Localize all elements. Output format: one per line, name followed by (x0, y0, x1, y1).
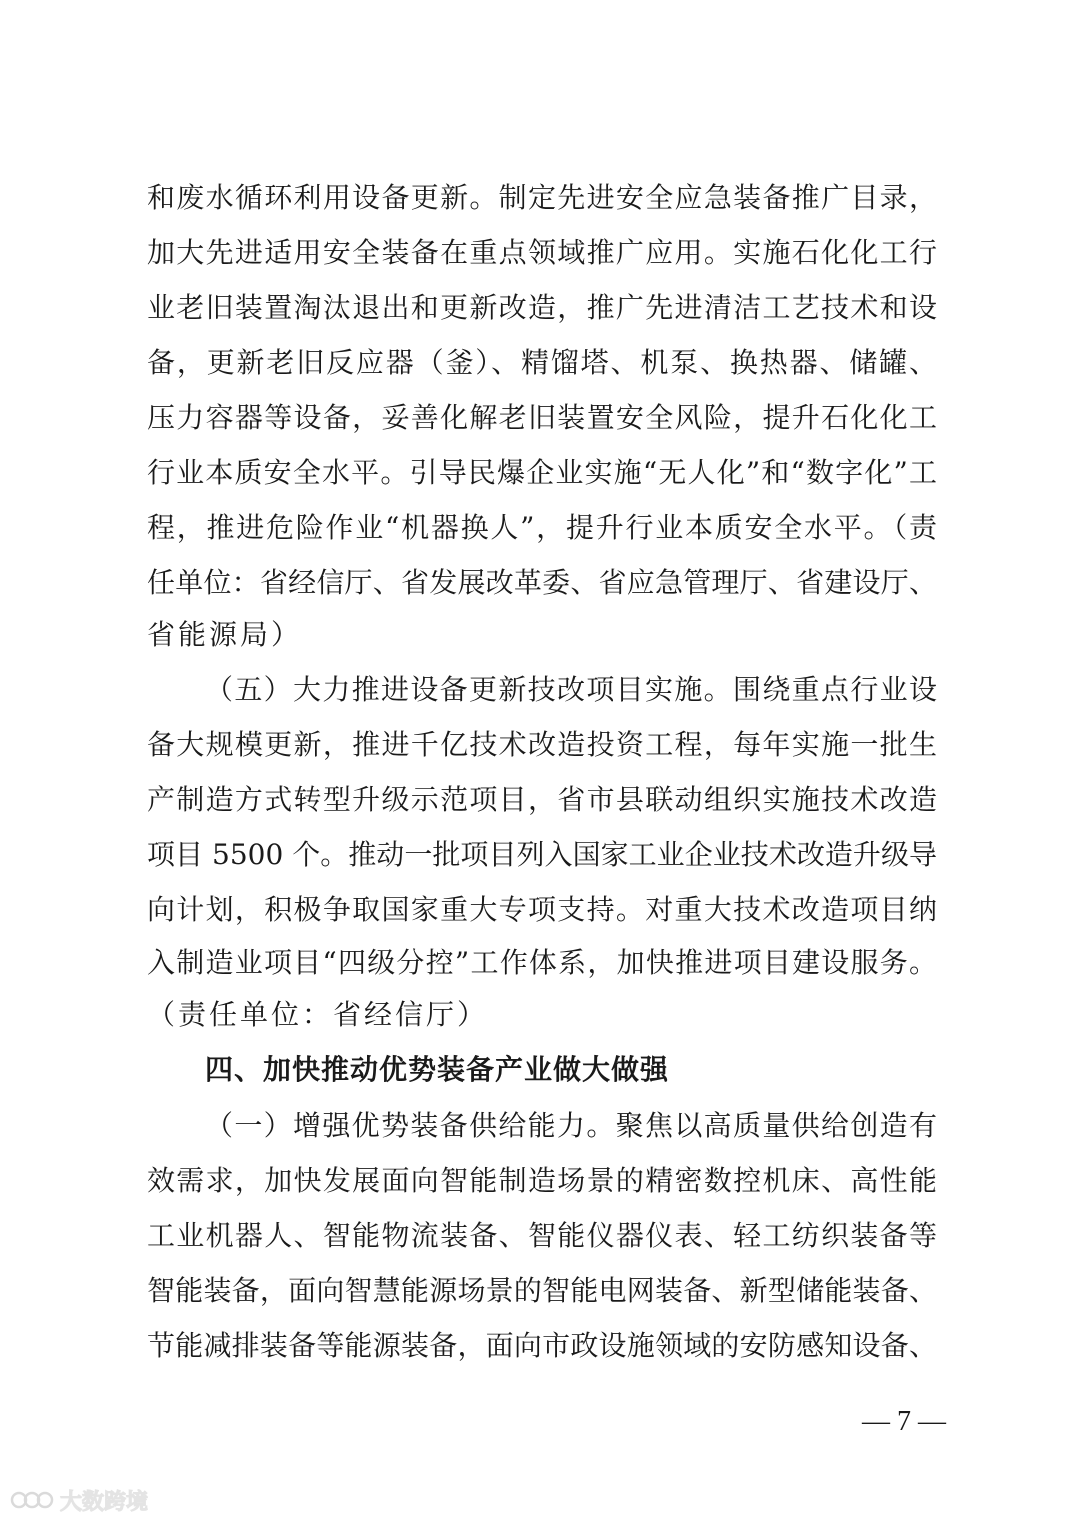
text-line: 节能减排装备等能源装备，面向市政设施领域的安防感知设备、 (147, 1329, 937, 1362)
page-number: — 7 — (862, 1406, 946, 1437)
chapter-four-heading: 四、加快推动优势装备产业做大做强 (205, 1053, 670, 1086)
watermark-logo-icon (10, 1485, 54, 1515)
text-line: 智能装备，面向智慧能源场景的智能电网装备、新型储能装备、 (147, 1274, 937, 1307)
text-line: 任单位：省经信厅、省发展改革委、省应急管理厅、省建设厅、 (147, 566, 937, 599)
text-line: 压力容器等设备，妥善化解老旧装置安全风险，提升石化化工 (147, 401, 937, 434)
section-five-heading-line: （五）大力推进设备更新技改项目实施。围绕重点行业设 (205, 673, 937, 706)
text-line: 项目 5500 个。推动一批项目列入国家工业企业技术改造升级导 (147, 838, 937, 871)
text-line: 入制造业项目“四级分控”工作体系，加快推进项目建设服务。 (147, 946, 937, 979)
watermark (10, 1483, 148, 1517)
text-line: 工业机器人、智能物流装备、智能仪器仪表、轻工纺织装备等 (147, 1219, 937, 1252)
watermark-text: 大数跨境 (60, 1489, 149, 1515)
text-line: 加大先进适用安全装备在重点领域推广应用。实施石化化工行 (147, 236, 937, 269)
text-line: 业老旧装置淘汰退出和更新改造，推广先进清洁工艺技术和设 (147, 291, 937, 324)
text-line: （责任单位：省经信厅） (147, 998, 489, 1031)
text-line: 备大规模更新，推进千亿技术改造投资工程，每年实施一批生 (147, 728, 937, 761)
text-line: 和废水循环利用设备更新。制定先进安全应急装备推广目录， (147, 181, 937, 214)
text-line: 效需求，加快发展面向智能制造场景的精密数控机床、高性能 (147, 1164, 937, 1197)
text-line: 向计划，积极争取国家重大专项支持。对重大技术改造项目纳 (147, 893, 937, 926)
text-line: 程，推进危险作业“机器换人”，提升行业本质安全水平。（责 (147, 511, 937, 544)
text-line: 行业本质安全水平。引导民爆企业实施“无人化”和“数字化”工 (147, 456, 937, 489)
text-line: 省能源局） (147, 618, 303, 651)
text-line: 备，更新老旧反应器（釜）、精馏塔、机泵、换热器、储罐、 (147, 346, 937, 379)
subsection-one-heading-line: （一）增强优势装备供给能力。聚焦以高质量供给创造有 (205, 1109, 937, 1142)
text-line: 产制造方式转型升级示范项目，省市县联动组织实施技术改造 (147, 783, 937, 816)
